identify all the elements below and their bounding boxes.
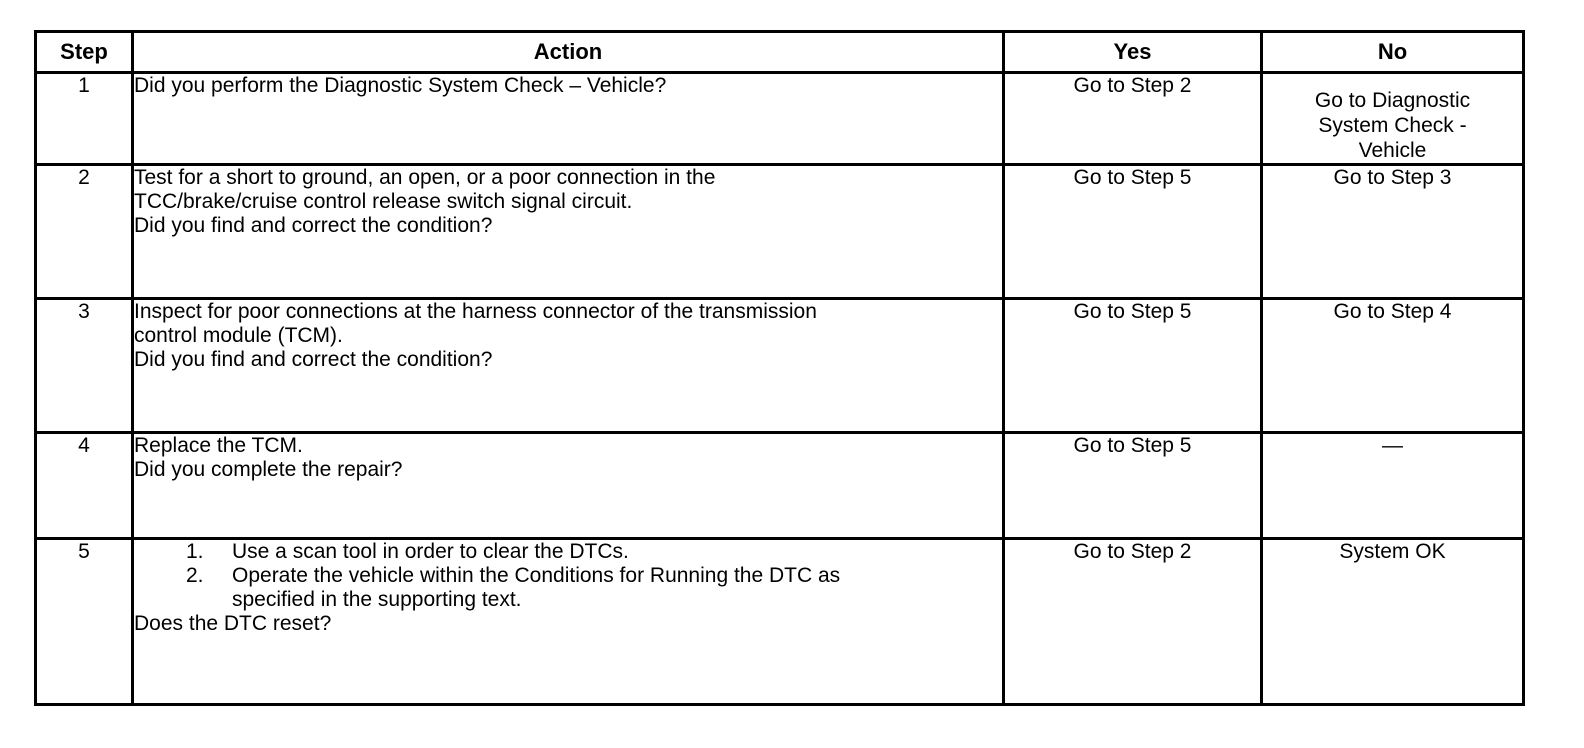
yes-cell: Go to Step 5 xyxy=(1004,299,1262,433)
table-header-row xyxy=(36,32,1524,73)
no-cell: Go to Step 3 xyxy=(1262,165,1524,299)
yes-cell: Go to Step 5 xyxy=(1004,433,1262,539)
table-row xyxy=(36,299,1524,433)
no-cell: — xyxy=(1262,433,1524,539)
list-number: 1. xyxy=(186,540,204,563)
yes-cell: Go to Step 2 xyxy=(1004,539,1262,705)
diagnostic-table xyxy=(34,30,1525,706)
no-cell xyxy=(1262,73,1524,165)
action-text: Did you perform the Diagnostic System Check – Vehicle? xyxy=(134,74,667,97)
action-cell xyxy=(133,539,1004,705)
list-text: Use a scan tool in order to clear the DTCs. xyxy=(232,540,629,563)
list-item xyxy=(186,540,1002,564)
action-cell xyxy=(133,299,1004,433)
action-question: Did you complete the repair? xyxy=(134,458,403,481)
step-number: 1 xyxy=(36,73,133,165)
table-row xyxy=(36,73,1524,165)
procedure-list xyxy=(134,540,1002,612)
action-cell xyxy=(133,73,1004,165)
action-question: Did you find and correct the condition? xyxy=(134,348,493,371)
no-cell: Go to Step 4 xyxy=(1262,299,1524,433)
action-text: Inspect for poor connections at the harness connector of the transmission xyxy=(134,300,817,323)
no-cell: System OK xyxy=(1262,539,1524,705)
action-text: Replace the TCM. xyxy=(134,434,303,457)
action-text: control module (TCM). xyxy=(134,324,343,347)
table-row xyxy=(36,539,1524,705)
list-text: specified in the supporting text. xyxy=(232,588,522,611)
step-number: 2 xyxy=(36,165,133,299)
yes-cell: Go to Step 2 xyxy=(1004,73,1262,165)
list-number: 2. xyxy=(186,564,204,587)
header-step: Step xyxy=(36,32,133,73)
action-text: Test for a short to ground, an open, or a poor connection in the xyxy=(134,166,716,189)
no-line: System Check - xyxy=(1318,114,1467,137)
action-cell xyxy=(133,433,1004,539)
table-row xyxy=(36,433,1524,539)
action-text: TCC/brake/cruise control release switch signal circuit. xyxy=(134,190,633,213)
step-number: 4 xyxy=(36,433,133,539)
table-row xyxy=(36,165,1524,299)
list-item xyxy=(186,564,1002,612)
action-question: Did you find and correct the condition? xyxy=(134,214,493,237)
header-no: No xyxy=(1262,32,1524,73)
header-yes: Yes xyxy=(1004,32,1262,73)
step-number: 3 xyxy=(36,299,133,433)
yes-cell: Go to Step 5 xyxy=(1004,165,1262,299)
no-line: Go to Diagnostic xyxy=(1314,89,1471,112)
header-action: Action xyxy=(133,32,1004,73)
action-question: Does the DTC reset? xyxy=(134,612,332,635)
action-cell xyxy=(133,165,1004,299)
no-line: Vehicle xyxy=(1358,139,1427,162)
list-text: Operate the vehicle within the Conditions for Running the DTC as xyxy=(232,564,841,587)
step-number: 5 xyxy=(36,539,133,705)
